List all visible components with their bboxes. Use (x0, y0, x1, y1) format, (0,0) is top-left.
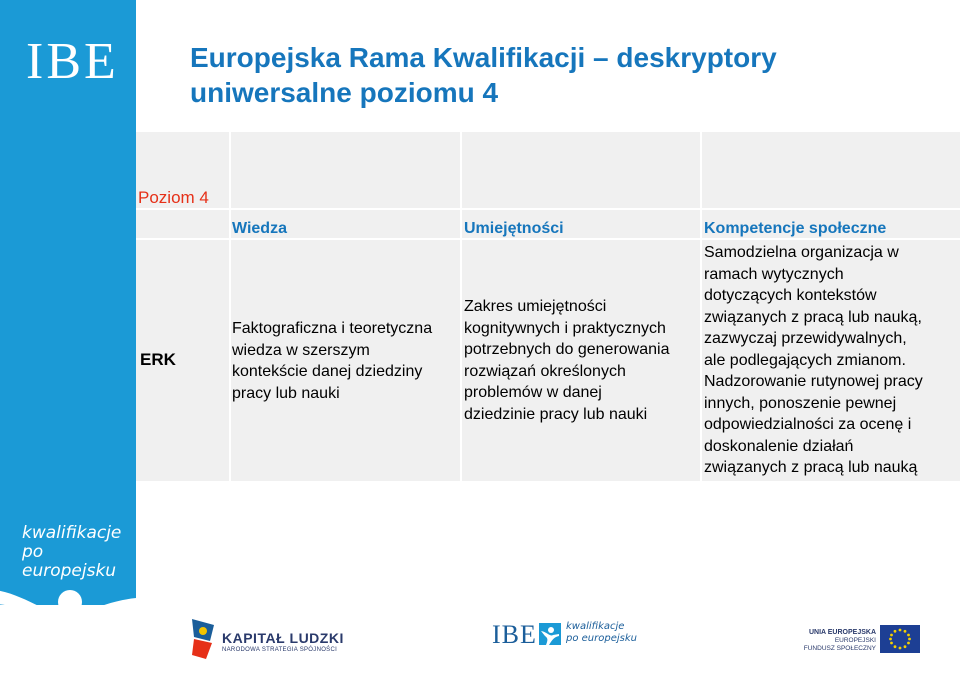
cell-line: rozwiązań określonych (464, 362, 626, 380)
column-divider (700, 132, 702, 481)
cell-line: ramach wytycznych (704, 265, 844, 283)
ue-line1: UNIA EUROPEJSKA (808, 629, 876, 636)
row-label-erk: ERK (140, 350, 176, 369)
cell-line: odpowiedzialności za ocenę i (704, 416, 912, 433)
ue-line3: FUNDUSZ SPOŁECZNY (803, 645, 876, 652)
sidebar (0, 0, 136, 605)
column-header-umiejetnosci: Umiejętności (464, 220, 564, 237)
kapital-ludzki-subtext: NARODOWA STRATEGIA SPÓJNOŚCI (222, 647, 338, 653)
cell-wiedza (232, 318, 460, 404)
title-line1: Europejska Rama Kwalifikacji – deskryptory (190, 42, 777, 73)
footer-tagline-line2: po europejsku (566, 633, 637, 644)
cell-line: Nadzorowanie rutynowej pracy (704, 373, 923, 390)
cell-line: problemów w danej (464, 384, 602, 401)
column-divider (229, 132, 231, 481)
footer-ibe-tagline (566, 621, 637, 645)
cell-line: Zakres umiejętności (464, 298, 607, 315)
cell-kompetencje (704, 242, 960, 479)
figure-icon (0, 570, 136, 679)
cell-line: dziedzinie pracy lub nauki (464, 405, 648, 423)
cell-line: innych, ponoszenie pewnej (704, 394, 897, 412)
footer-tagline-line1: kwalifikacje (566, 621, 625, 632)
eu-flag-icon (880, 625, 920, 653)
cell-line: wiedza w szerszym (232, 341, 370, 359)
cell-line: związanych z pracą lub nauką (704, 459, 918, 476)
cell-line: zazwyczaj przewidywalnych, (704, 330, 907, 347)
kapital-ludzki-text: KAPITAŁ LUDZKI (222, 630, 344, 646)
page-title (190, 40, 930, 110)
cell-line: związanych z pracą lub nauką, (704, 308, 922, 326)
cell-line: Faktograficzna i teoretyczna (232, 320, 433, 337)
column-header-kompetencje: Kompetencje społeczne (704, 220, 887, 237)
kapital-ludzki-logo-icon (190, 617, 218, 661)
cell-line: pracy lub nauki (232, 384, 340, 402)
level-label: Poziom 4 (138, 188, 209, 207)
cell-line: dotyczących kontekstów (704, 287, 877, 304)
footer-logos (136, 605, 960, 679)
footer-ibe-logo: IBE (492, 620, 537, 649)
title-line2: uniwersalne poziomu 4 (190, 77, 499, 108)
row-divider (136, 208, 960, 210)
ue-line2: EUROPEJSKI (834, 637, 876, 644)
ue-text (788, 629, 876, 653)
footer-ibe-figure-icon (539, 623, 561, 645)
cell-line: kontekście danej dziedziny (232, 363, 423, 380)
cell-umiejetnosci (464, 296, 700, 425)
ibe-logo: IBE (26, 33, 119, 90)
column-divider (460, 132, 462, 481)
cell-line: potrzebnych do generowania (464, 341, 670, 358)
cell-line: ale podlegających zmianom. (704, 351, 906, 369)
cell-line: kognitywnych i praktycznych (464, 319, 666, 337)
column-header-wiedza: Wiedza (232, 220, 287, 237)
cell-line: doskonalenie działań (704, 437, 854, 455)
tagline-line1: kwalifikacje (22, 523, 122, 543)
tagline-line2: po europejsku (22, 542, 117, 581)
cell-line: Samodzielna organizacja w (704, 244, 899, 261)
